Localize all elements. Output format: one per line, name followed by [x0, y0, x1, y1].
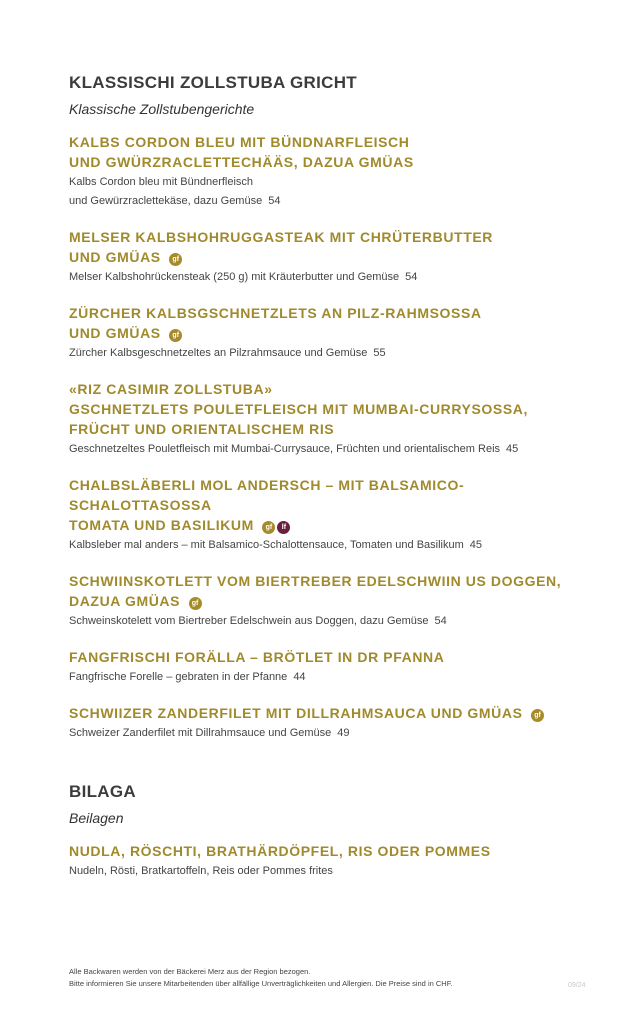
- dish-title-line: GSCHNETZLETS POULETFLEISCH MIT MUMBAI-CURRYSOSSA,: [69, 401, 528, 417]
- section-main-dishes: [69, 72, 599, 743]
- dish-title-line: MELSER KALBSHOHRUGGASTEAK MIT CHRÜTERBUTTER: [69, 229, 494, 245]
- section-title: BILAGA: [69, 782, 136, 801]
- gluten-free-badge-icon: gf: [189, 597, 202, 610]
- footer-line: Bitte informieren Sie unsere Mitarbeitenden über allfällige Unverträglichkeiten und Allergien. Die Preise sind in CHF.: [69, 979, 453, 988]
- gluten-free-badge-icon: gf: [169, 329, 182, 342]
- dish-description: [69, 268, 599, 287]
- dish-title-line: SCHWIINSKOTLETT VOM BIERTREBER EDELSCHWIIN US DOGGEN,: [69, 573, 562, 589]
- section-sides: [69, 781, 599, 881]
- menu-item: [69, 475, 599, 555]
- dish-title: [69, 703, 599, 723]
- gluten-free-badge-icon: gf: [262, 521, 275, 534]
- description-text: Kalbsleber mal anders – mit Balsamico-Schalottensauce, Tomaten und Basilikum: [69, 539, 464, 551]
- dish-description: [69, 724, 599, 743]
- description-text: Schweizer Zanderfilet mit Dillrahmsauce und Gemüse: [69, 727, 332, 739]
- dish-description: [69, 344, 599, 363]
- dish-title-line: KALBS CORDON BLEU MIT BÜNDNARFLEISCH: [69, 134, 410, 150]
- dish-description: [69, 173, 599, 211]
- dish-description: [69, 612, 599, 631]
- dish-title-line: FANGFRISCHI FORÄLLA – BRÖTLET IN DR PFANNA: [69, 649, 445, 665]
- description-text: Nudeln, Rösti, Bratkartoffeln, Reis oder Pommes frites: [69, 865, 333, 877]
- dish-title-line: CHALBSLÄBERLI MOL ANDERSCH – MIT BALSAMICO-SCHALOTTASOSSA: [69, 477, 465, 513]
- gluten-free-badge-icon: gf: [169, 253, 182, 266]
- dish-title-line: NUDLA, RÖSCHTI, BRATHÄRDÖPFEL, RIS ODER POMMES: [69, 843, 491, 859]
- dish-price: 45: [506, 443, 519, 455]
- dish-title-line: TOMATA UND BASILIKUM gf lf: [69, 515, 599, 535]
- dish-title: [69, 379, 599, 439]
- dish-title: [69, 303, 599, 343]
- menu-page: [69, 72, 599, 881]
- dish-description-line: [69, 192, 599, 211]
- dish-description: [69, 862, 599, 881]
- dish-description-line: [69, 344, 599, 363]
- dish-list: [69, 132, 599, 743]
- description-text: Schweinskotelett vom Biertreber Edelschwein aus Doggen, dazu Gemüse: [69, 615, 429, 627]
- dish-title-line: SCHWIIZER ZANDERFILET MIT DILLRAHMSAUCA UND GMÜAS gf: [69, 703, 599, 723]
- menu-item: [69, 132, 599, 211]
- dish-title: [69, 227, 599, 267]
- dish-list: [69, 841, 599, 881]
- dish-title: [69, 132, 599, 172]
- dish-description: [69, 536, 599, 555]
- dish-description-line: [69, 440, 599, 459]
- dish-title: [69, 475, 599, 535]
- dish-price: 45: [469, 539, 483, 551]
- menu-item: [69, 703, 599, 743]
- dish-description: [69, 668, 599, 687]
- menu-item: [69, 379, 599, 459]
- section-subtitle: Beilagen: [69, 810, 124, 826]
- dish-price: 55: [373, 347, 386, 359]
- dish-price: 54: [405, 271, 418, 283]
- dish-title: [69, 571, 599, 611]
- description-text: und Gewürzraclettekäse, dazu Gemüse: [69, 195, 263, 207]
- menu-item: [69, 227, 599, 287]
- dish-description-line: [69, 268, 599, 287]
- dish-description-line: [69, 668, 599, 687]
- gluten-free-badge-icon: gf: [531, 709, 544, 722]
- dish-description: [69, 440, 599, 459]
- menu-item: [69, 571, 599, 631]
- section-subtitle: Klassische Zollstubengerichte: [69, 101, 255, 117]
- dish-description-line: [69, 536, 599, 555]
- lactose-free-badge-icon: lf: [277, 521, 290, 534]
- dish-title-line: DAZUA GMÜAS gf: [69, 591, 599, 611]
- dish-description-line: [69, 612, 599, 631]
- footer-note: [69, 966, 453, 990]
- dish-title-line: FRÜCHT UND ORIENTALISCHEM RIS: [69, 421, 335, 437]
- description-text: Geschnetzeltes Pouletfleisch mit Mumbai-Currysauce, Früchten und orientalischem Reis: [69, 443, 501, 455]
- dish-title-line: UND GMÜAS gf: [69, 247, 599, 267]
- description-text: Melser Kalbshohrückensteak (250 g) mit Kräuterbutter und Gemüse: [69, 271, 400, 283]
- dish-description-line: [69, 862, 599, 881]
- dish-price: 49: [337, 727, 350, 739]
- description-text: Kalbs Cordon bleu mit Bündnerfleisch: [69, 176, 254, 188]
- dish-description-line: [69, 724, 599, 743]
- dish-title: [69, 841, 599, 861]
- menu-item: [69, 647, 599, 687]
- dish-title-line: ZÜRCHER KALBSGSCHNETZLETS AN PILZ-RAHMSOSSA: [69, 305, 482, 321]
- description-text: Fangfrische Forelle – gebraten in der Pfanne: [69, 671, 288, 683]
- description-text: Zürcher Kalbsgeschnetzeltes an Pilzrahmsauce und Gemüse: [69, 347, 368, 359]
- section-title: KLASSISCHI ZOLLSTUBA GRICHT: [69, 73, 357, 92]
- page-number: 09/24: [568, 982, 586, 989]
- dish-title-line: UND GMÜAS gf: [69, 323, 599, 343]
- dish-price: 44: [293, 671, 306, 683]
- menu-item: [69, 841, 599, 881]
- dish-price: 54: [268, 195, 281, 207]
- menu-item: [69, 303, 599, 363]
- dish-title-line: «RIZ CASIMIR ZOLLSTUBA»: [69, 381, 273, 397]
- dish-title-line: UND GWÜRZRACLETTECHÄÄS, DAZUA GMÜAS: [69, 154, 414, 170]
- footer-line: Alle Backwaren werden von der Bäckerei Merz aus der Region bezogen.: [69, 967, 311, 976]
- dish-price: 54: [434, 615, 447, 627]
- dish-description-line: [69, 173, 599, 192]
- dish-title: [69, 647, 599, 667]
